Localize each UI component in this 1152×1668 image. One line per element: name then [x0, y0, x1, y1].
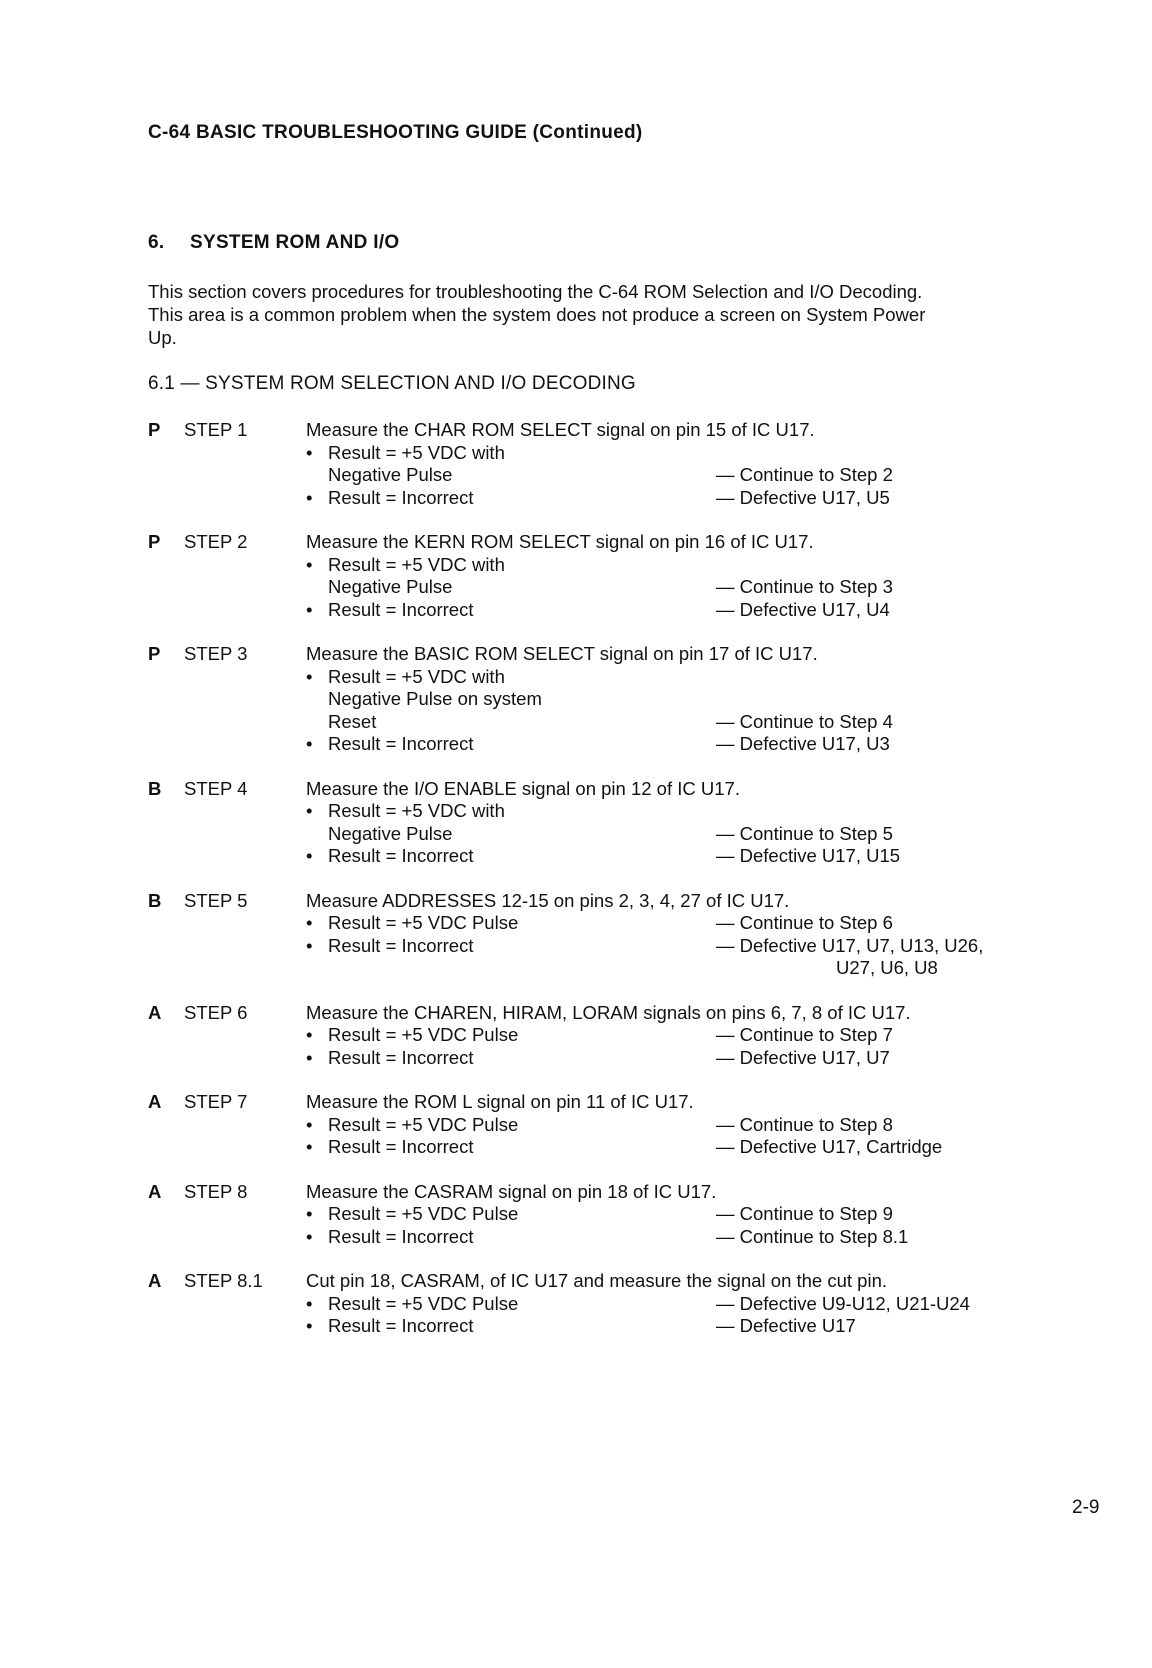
result-row	[306, 711, 1078, 734]
result-row	[306, 442, 1078, 465]
bullet: •	[306, 1136, 313, 1157]
result-row	[306, 599, 1078, 622]
result-row	[306, 733, 1078, 756]
step-label: STEP 3	[184, 643, 248, 664]
step-label: STEP 6	[184, 1001, 248, 1023]
result-action: — Continue to Step 5	[716, 822, 893, 844]
result-condition: Result = +5 VDC Pulse	[328, 1024, 519, 1045]
step-measure: Measure ADDRESSES 12-15 on pins 2, 3, 4, 27 of IC U17.	[306, 889, 790, 911]
result-row	[306, 800, 1078, 823]
bullet: •	[306, 1113, 313, 1135]
result-action: — Continue to Step 9	[716, 1203, 893, 1224]
step-block	[148, 890, 1078, 980]
result-action: — Defective U17	[716, 1315, 856, 1336]
step-measure: Measure the I/O ENABLE signal on pin 12 of IC U17.	[306, 777, 740, 799]
bullet: •	[306, 1292, 313, 1314]
step-letter: P	[148, 419, 161, 440]
result-condition: Result = +5 VDC with	[328, 553, 505, 575]
result-condition-cont: Negative Pulse on system	[328, 688, 542, 709]
result-action: — Continue to Step 2	[716, 464, 893, 485]
bullet: •	[306, 1046, 313, 1068]
result-condition: Result = +5 VDC Pulse	[328, 1292, 519, 1314]
step-body	[306, 1181, 1078, 1249]
section-title	[148, 232, 399, 254]
bullet: •	[306, 598, 313, 620]
result-action: — Continue to Step 8	[716, 1113, 893, 1135]
result-condition: Result = +5 VDC with	[328, 665, 505, 687]
step-label: STEP 8	[184, 1180, 248, 1202]
result-condition: Result = Incorrect	[328, 1136, 474, 1157]
step-block	[148, 419, 1078, 509]
page-number: 2-9	[1072, 1497, 1100, 1518]
result-condition: Result = +5 VDC Pulse	[328, 912, 519, 933]
step-letter: A	[148, 1270, 162, 1291]
step-block	[148, 643, 1078, 756]
result-condition: Result = Incorrect	[328, 486, 474, 508]
bullet: •	[306, 845, 313, 866]
result-action: — Defective U17, U15	[716, 845, 901, 866]
subsection-title: 6.1 — SYSTEM ROM SELECTION AND I/O DECODING	[148, 373, 636, 394]
step-letter: A	[148, 1091, 162, 1112]
result-row	[306, 688, 1078, 711]
step-measure: Measure the CASRAM signal on pin 18 of IC U17.	[306, 1180, 717, 1202]
step-letter: A	[148, 1001, 162, 1023]
intro-line: This section covers procedures for troubleshooting the C-64 ROM Selection and I/O Decoding.	[148, 281, 923, 302]
step-body	[306, 531, 1078, 621]
result-condition-cont: Reset	[328, 710, 377, 732]
bullet: •	[306, 912, 313, 933]
step-measure: Measure the KERN ROM SELECT signal on pin 16 of IC U17.	[306, 531, 814, 552]
result-row	[306, 1226, 1078, 1249]
step-block	[148, 778, 1078, 868]
result-condition: Result = Incorrect	[328, 598, 474, 620]
result-row	[306, 1024, 1078, 1047]
result-row	[306, 957, 1078, 980]
result-row	[306, 1293, 1078, 1316]
result-condition: Result = +5 VDC with	[328, 800, 505, 821]
result-condition: Result = Incorrect	[328, 1225, 474, 1247]
result-row	[306, 1047, 1078, 1070]
page-header: C-64 BASIC TROUBLESHOOTING GUIDE (Continued)	[148, 122, 643, 143]
result-action: — Defective U17, U7, U13, U26,	[716, 934, 984, 956]
result-row	[306, 1136, 1078, 1159]
step-block	[148, 1091, 1078, 1159]
bullet: •	[306, 1225, 313, 1247]
result-condition: Result = +5 VDC Pulse	[328, 1203, 519, 1224]
bullet: •	[306, 553, 313, 575]
result-condition: Result = +5 VDC with	[328, 441, 505, 463]
step-letter: A	[148, 1180, 162, 1202]
bullet: •	[306, 486, 313, 508]
bullet: •	[306, 800, 313, 821]
step-label: STEP 4	[184, 777, 248, 799]
result-condition: Result = Incorrect	[328, 934, 474, 956]
step-label: STEP 5	[184, 889, 248, 911]
result-condition-cont: Negative Pulse	[328, 576, 453, 597]
step-letter: P	[148, 643, 161, 664]
result-row	[306, 912, 1078, 935]
bullet: •	[306, 665, 313, 687]
result-row	[306, 935, 1078, 958]
result-action: — Defective U9-U12, U21-U24	[716, 1292, 970, 1314]
step-body	[306, 890, 1078, 980]
step-letter: P	[148, 531, 161, 552]
step-label: STEP 1	[184, 419, 248, 440]
section-title-text: SYSTEM ROM AND I/O	[190, 232, 400, 253]
result-condition: Result = Incorrect	[328, 845, 474, 866]
result-row	[306, 1114, 1078, 1137]
result-action: — Continue to Step 4	[716, 710, 893, 732]
result-condition: Result = Incorrect	[328, 1315, 474, 1336]
result-row	[306, 464, 1078, 487]
result-condition-cont: Negative Pulse	[328, 464, 453, 485]
step-block	[148, 1270, 1078, 1338]
result-action: — Defective U17, U3	[716, 733, 890, 754]
result-action: — Continue to Step 8.1	[716, 1225, 909, 1247]
intro-line: Up.	[148, 327, 177, 348]
result-row	[306, 823, 1078, 846]
result-row	[306, 554, 1078, 577]
step-measure: Measure the CHAR ROM SELECT signal on pin 15 of IC U17.	[306, 419, 815, 440]
bullet: •	[306, 441, 313, 463]
bullet: •	[306, 1315, 313, 1336]
bullet: •	[306, 1024, 313, 1045]
result-row	[306, 1315, 1078, 1338]
step-body	[306, 1270, 1078, 1338]
step-label: STEP 8.1	[184, 1270, 263, 1291]
result-action: — Continue to Step 6	[716, 912, 893, 933]
section-number: 6.	[148, 232, 165, 253]
result-action: — Defective U17, U5	[716, 486, 890, 508]
step-measure: Measure the ROM L signal on pin 11 of IC U17.	[306, 1091, 694, 1112]
step-block	[148, 1181, 1078, 1249]
intro-paragraph	[148, 280, 1088, 349]
steps-list	[148, 419, 1078, 1360]
result-condition: Result = +5 VDC Pulse	[328, 1113, 519, 1135]
step-body	[306, 1091, 1078, 1159]
step-label: STEP 7	[184, 1091, 248, 1112]
result-condition-cont: Negative Pulse	[328, 822, 453, 844]
step-measure: Measure the BASIC ROM SELECT signal on pin 17 of IC U17.	[306, 643, 818, 664]
step-block	[148, 1002, 1078, 1070]
step-body	[306, 419, 1078, 509]
result-action: — Continue to Step 3	[716, 576, 893, 597]
intro-line: This area is a common problem when the system does not produce a screen on System Power	[148, 304, 926, 325]
result-row	[306, 666, 1078, 689]
step-label: STEP 2	[184, 531, 248, 552]
result-action: — Defective U17, Cartridge	[716, 1136, 943, 1157]
step-letter: B	[148, 889, 162, 911]
step-letter: B	[148, 777, 162, 799]
step-block	[148, 531, 1078, 621]
result-condition: Result = Incorrect	[328, 1046, 474, 1068]
bullet: •	[306, 1203, 313, 1224]
result-action: — Defective U17, U7	[716, 1046, 890, 1068]
step-body	[306, 778, 1078, 868]
result-action-cont: U27, U6, U8	[836, 957, 938, 978]
bullet: •	[306, 934, 313, 956]
result-row	[306, 845, 1078, 868]
result-condition: Result = Incorrect	[328, 733, 474, 754]
step-measure: Cut pin 18, CASRAM, of IC U17 and measure the signal on the cut pin.	[306, 1270, 888, 1291]
step-measure: Measure the CHAREN, HIRAM, LORAM signals on pins 6, 7, 8 of IC U17.	[306, 1001, 911, 1023]
result-action: — Defective U17, U4	[716, 598, 890, 620]
bullet: •	[306, 733, 313, 754]
result-row	[306, 487, 1078, 510]
result-row	[306, 576, 1078, 599]
step-body	[306, 1002, 1078, 1070]
result-action: — Continue to Step 7	[716, 1024, 893, 1045]
step-body	[306, 643, 1078, 756]
result-row	[306, 1203, 1078, 1226]
